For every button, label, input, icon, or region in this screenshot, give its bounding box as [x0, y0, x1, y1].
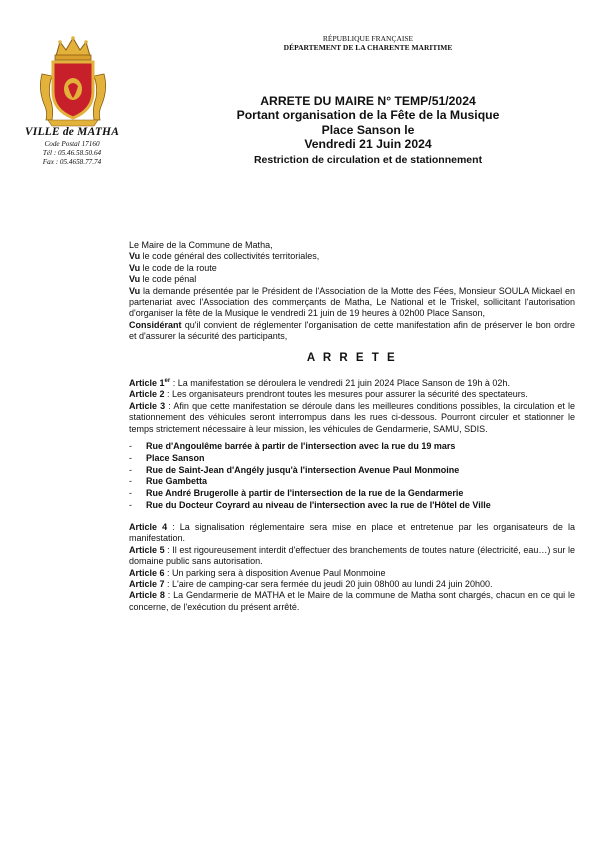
decree-body	[129, 240, 575, 613]
postal-code: Code Postal 17160	[44, 140, 100, 148]
closed-streets-list	[129, 441, 575, 512]
decree-place: Place Sanson le	[321, 123, 415, 137]
departement-header: DÉPARTEMENT DE LA CHARENTE MARITIME	[283, 43, 453, 52]
list-item: - Rue de Saint-Jean d'Angély jusqu'à l'intersection Avenue Paul Monmoine	[129, 464, 460, 475]
list-item: - Place Sanson	[129, 452, 205, 463]
list-item: - Rue d'Angoulême barrée à partir de l'intersection avec la rue du 19 mars	[129, 441, 456, 452]
article-6: Article 6 : Un parking sera à disposition Avenue Paul Monmoine	[129, 567, 386, 578]
vu-line: Vu le code de la route	[129, 262, 217, 273]
decree-subject: Portant organisation de la Fête de la Musique	[236, 108, 500, 122]
fax-number: Fax : 05.4658.77.74	[42, 158, 102, 166]
vu-line: Vu le code pénal	[129, 274, 197, 285]
decree-restriction: Restriction de circulation et de stationnement	[253, 154, 483, 166]
phone-number: Tél : 05.46.58.50.64	[42, 149, 102, 157]
article-1: Article 1er : La manifestation se déroulera le vendredi 21 juin 2024 Place Sanson de 19h à 02h.	[129, 378, 510, 389]
article-2: Article 2 : Les organisateurs prendront toutes les mesures pour assurer la sécurité des spectateurs.	[129, 389, 528, 400]
republique-header: RÉPUBLIQUE FRANÇAISE	[322, 34, 414, 43]
vu-line: Vu le code général des collectivités territoriales,	[129, 251, 320, 262]
article-7: Article 7 : L'aire de camping-car sera fermée du jeudi 20 juin 08h00 au lundi 24 juin 20h00.	[129, 578, 493, 589]
article-3: Article 3 : Afin que cette manifestation se déroule dans les meilleures conditions possibles, la circulation et le stationnement des véhicules seront interrompus dans les rues ci-dessous. Pourront circuler et stationner le temps strictement nécessaire à leur mission, les véhicules de Gendarmerie, SAMU, SDIS.	[129, 400, 575, 434]
vu-line: Vu la demande présentée par le Président de l'Association de la Motte des Fées, Monsieur SOULA Mickael en partenariat avec l'Association des commerçants de Matha, Le National et le Triskel, sollicitant l'autorisation d'organiser la fête de la Musique le vendredi 21 juin de 19 heures à 02h00 Place Sanson,	[129, 285, 575, 319]
list-item: - Rue Gambetta	[129, 476, 208, 487]
article-8: Article 8 : La Gendarmerie de MATHA et le Maire de la commune de Matha sont chargés, chacun en ce qui le concerne, de l'exécution du présent arrêté.	[129, 590, 575, 612]
vu-label: Vu	[129, 285, 141, 296]
decree-number: ARRETE DU MAIRE N° TEMP/51/2024	[260, 94, 476, 108]
vu-label: Vu	[129, 251, 141, 262]
list-item: - Rue André Brugerolle à partir de l'intersection de la rue de la Gendarmerie	[129, 488, 464, 499]
matha-coat-of-arms-icon	[36, 34, 110, 130]
article-5: Article 5 : Il est rigoureusement interdit d'effectuer des branchements de toutes nature (électricité, eau…) sur le domaine public sans autorisation.	[129, 544, 575, 567]
decree-date: Vendredi 21 Juin 2024	[304, 137, 432, 151]
considerant-line: Considérant qu'il convient de réglementer l'organisation de cette manifestation afin de préserver le bon ordre et d'assurer la sécurité des participants,	[129, 319, 575, 342]
town-name: VILLE de MATHA	[24, 126, 120, 138]
article-4: Article 4 : La signalisation réglementaire sera mise en place et entretenue par les organisateurs de la manifestation.	[129, 521, 575, 544]
considerant-label: Considérant	[129, 319, 182, 330]
preamble-intro: Le Maire de la Commune de Matha,	[129, 240, 273, 250]
vu-label: Vu	[129, 262, 141, 273]
arrete-heading: A R R E T E	[306, 351, 398, 364]
vu-label: Vu	[129, 274, 141, 285]
list-item: - Rue du Docteur Coyrard au niveau de l'intersection avec la rue de l'Hôtel de Ville	[129, 500, 491, 511]
